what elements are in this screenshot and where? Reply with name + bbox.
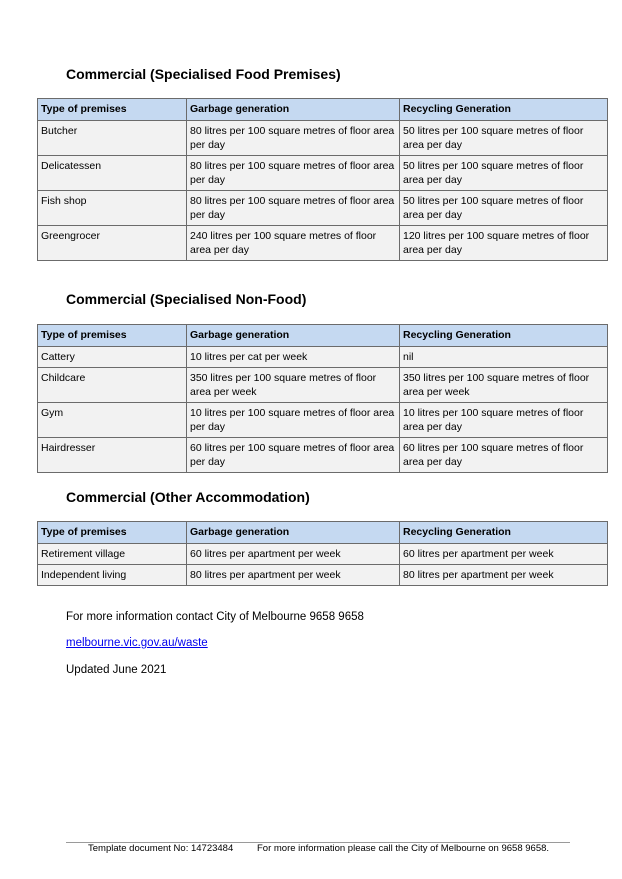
cell-garbage: 60 litres per apartment per week bbox=[187, 544, 400, 565]
cell-garbage: 80 litres per apartment per week bbox=[187, 565, 400, 586]
cell-recycling: 50 litres per 100 square metres of floor area per day bbox=[400, 156, 608, 191]
cell-garbage: 240 litres per 100 square metres of floor area per day bbox=[187, 226, 400, 261]
table-food-premises bbox=[37, 98, 608, 261]
table-row bbox=[38, 156, 608, 191]
cell-type: Gym bbox=[38, 403, 187, 438]
table-row bbox=[38, 347, 608, 368]
header-type: Type of premises bbox=[38, 325, 187, 347]
header-garbage: Garbage generation bbox=[187, 325, 400, 347]
table-row bbox=[38, 191, 608, 226]
cell-type: Cattery bbox=[38, 347, 187, 368]
section-title-accommodation: Commercial (Other Accommodation) bbox=[66, 489, 310, 505]
cell-recycling: 350 litres per 100 square metres of floor area per week bbox=[400, 368, 608, 403]
cell-recycling: 50 litres per 100 square metres of floor area per day bbox=[400, 191, 608, 226]
cell-recycling: 60 litres per apartment per week bbox=[400, 544, 608, 565]
cell-type: Childcare bbox=[38, 368, 187, 403]
cell-garbage: 350 litres per 100 square metres of floor area per week bbox=[187, 368, 400, 403]
table-row bbox=[38, 368, 608, 403]
table-row bbox=[38, 544, 608, 565]
table-header-row bbox=[38, 522, 608, 544]
table-row bbox=[38, 226, 608, 261]
cell-type: Greengrocer bbox=[38, 226, 187, 261]
table-row bbox=[38, 438, 608, 473]
page-footer bbox=[88, 843, 550, 854]
header-garbage: Garbage generation bbox=[187, 99, 400, 121]
header-recycling: Recycling Generation bbox=[400, 522, 608, 544]
cell-type: Butcher bbox=[38, 121, 187, 156]
cell-recycling: 50 litres per 100 square metres of floor area per day bbox=[400, 121, 608, 156]
section-title-food: Commercial (Specialised Food Premises) bbox=[66, 66, 341, 82]
cell-type: Fish shop bbox=[38, 191, 187, 226]
table-accommodation bbox=[37, 521, 608, 586]
header-recycling: Recycling Generation bbox=[400, 99, 608, 121]
cell-garbage: 60 litres per 100 square metres of floor area per day bbox=[187, 438, 400, 473]
header-type: Type of premises bbox=[38, 522, 187, 544]
cell-recycling: 80 litres per apartment per week bbox=[400, 565, 608, 586]
cell-recycling: 10 litres per 100 square metres of floor area per day bbox=[400, 403, 608, 438]
cell-type: Hairdresser bbox=[38, 438, 187, 473]
cell-recycling: 60 litres per 100 square metres of floor area per day bbox=[400, 438, 608, 473]
cell-garbage: 80 litres per 100 square metres of floor area per day bbox=[187, 156, 400, 191]
section-title-non-food: Commercial (Specialised Non-Food) bbox=[66, 291, 307, 307]
table-header-row bbox=[38, 325, 608, 347]
cell-garbage: 80 litres per 100 square metres of floor area per day bbox=[187, 191, 400, 226]
updated-date: Updated June 2021 bbox=[66, 664, 167, 676]
footer-contact-info: For more information please call the City of Melbourne on 9658 9658. bbox=[257, 843, 550, 854]
table-row bbox=[38, 121, 608, 156]
cell-garbage: 10 litres per cat per week bbox=[187, 347, 400, 368]
header-type: Type of premises bbox=[38, 99, 187, 121]
cell-recycling: nil bbox=[400, 347, 608, 368]
table-non-food bbox=[37, 324, 608, 473]
contact-text: For more information contact City of Melbourne 9658 9658 bbox=[66, 611, 364, 623]
cell-type: Retirement village bbox=[38, 544, 187, 565]
cell-garbage: 80 litres per 100 square metres of floor area per day bbox=[187, 121, 400, 156]
header-garbage: Garbage generation bbox=[187, 522, 400, 544]
cell-type: Independent living bbox=[38, 565, 187, 586]
template-document-number: Template document No: 14723484 bbox=[88, 843, 234, 854]
table-row bbox=[38, 565, 608, 586]
table-header-row bbox=[38, 99, 608, 121]
cell-garbage: 10 litres per 100 square metres of floor area per day bbox=[187, 403, 400, 438]
header-recycling: Recycling Generation bbox=[400, 325, 608, 347]
cell-recycling: 120 litres per 100 square metres of floor area per day bbox=[400, 226, 608, 261]
waste-website-link[interactable]: melbourne.vic.gov.au/waste bbox=[66, 637, 208, 649]
table-row bbox=[38, 403, 608, 438]
cell-type: Delicatessen bbox=[38, 156, 187, 191]
